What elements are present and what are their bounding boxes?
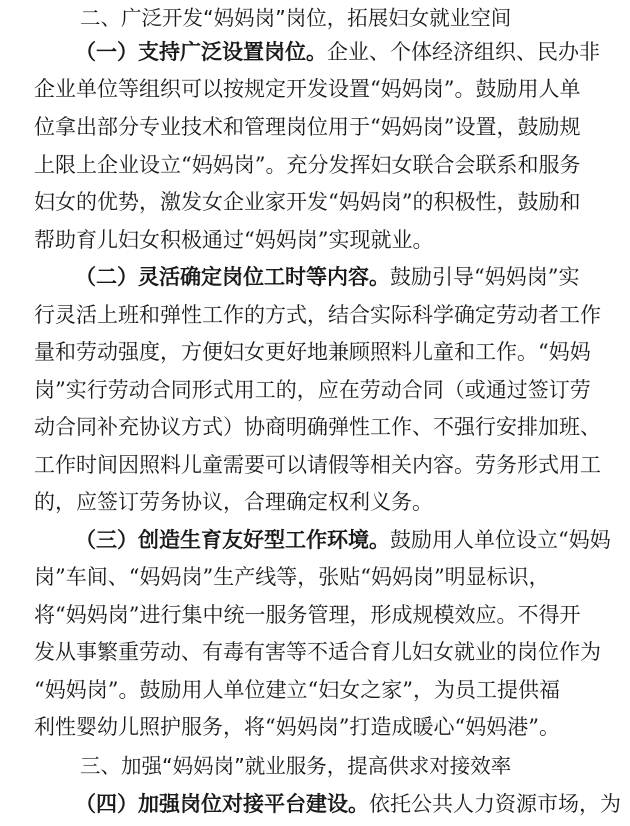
paragraph-2-line: 行灵活上班和弹性工作的方式，结合实际科学确定劳动者工作: [34, 303, 601, 327]
paragraph-2-line: 岗”实行劳动合同形式用工的，应在劳动合同（或通过签订劳: [34, 378, 591, 402]
paragraph-2-first-line: [75, 263, 630, 291]
paragraph-4-text: 依托公共人力资源市场，为: [369, 792, 621, 816]
subsection-title-3: （三）创造生育友好型工作环境。: [75, 527, 390, 552]
paragraph-1-line: 位拿出部分专业技术和管理岗位用于“妈妈岗”设置，鼓励规: [34, 115, 581, 139]
paragraph-1-first-line: [75, 38, 630, 66]
paragraph-3-line: “妈妈岗”。鼓励用人单位建立“妇女之家”，为员工提供福: [34, 678, 560, 702]
paragraph-2-line: 的，应签订劳务协议，合理确定权利义务。: [34, 490, 433, 514]
paragraph-3-line: 将“妈妈岗”进行集中统一服务管理，形成规模效应。不得开: [34, 603, 581, 627]
paragraph-3-line: 发从事繁重劳动、有毒有害等不适合育儿妇女就业的岗位作为: [34, 640, 601, 664]
paragraph-1-line: 上限上企业设立“妈妈岗”。充分发挥妇女联合会联系和服务: [34, 153, 581, 177]
paragraph-4-first-line: [75, 790, 630, 818]
paragraph-3-text: 鼓励用人单位设立“妈妈: [390, 528, 611, 552]
paragraph-2-line: 动合同补充协议方式）协商明确弹性工作、不强行安排加班、: [34, 415, 601, 439]
paragraph-2-line: 量和劳动强度，方便妇女更好地兼顾照料儿童和工作。“妈妈: [34, 340, 591, 364]
section-heading-3: 三、加强“妈妈岗”就业服务，提高供求对接效率: [80, 754, 512, 778]
section-heading-2: 二、广泛开发“妈妈岗”岗位，拓展妇女就业空间: [80, 6, 512, 30]
paragraph-2-line: 工作时间因照料儿童需要可以请假等相关内容。劳务形式用工: [34, 453, 601, 477]
paragraph-3-line: 利性婴幼儿照护服务，将“妈妈岗”打造成暖心“妈妈港”。: [34, 715, 560, 739]
paragraph-1-line: 企业单位等组织可以按规定开发设置“妈妈岗”。鼓励用人单: [34, 77, 581, 101]
paragraph-1-text: 企业、个体经济组织、民办非: [327, 40, 600, 64]
paragraph-3-line: 岗”车间、“妈妈岗”生产线等，张贴“妈妈岗”明显标识，: [34, 565, 550, 589]
paragraph-3-first-line: [75, 526, 630, 554]
paragraph-1-line: 妇女的优势，激发女企业家开发“妈妈岗”的积极性，鼓励和: [34, 190, 581, 214]
subsection-title-4: （四）加强岗位对接平台建设。: [75, 791, 369, 816]
paragraph-2-text: 鼓励引导“妈妈岗”实: [390, 265, 580, 289]
subsection-title-1: （一）支持广泛设置岗位。: [75, 39, 327, 64]
paragraph-1-line: 帮助育儿妇女积极通过“妈妈岗”实现就业。: [34, 228, 434, 252]
subsection-title-2: （二）灵活确定岗位工时等内容。: [75, 264, 390, 289]
